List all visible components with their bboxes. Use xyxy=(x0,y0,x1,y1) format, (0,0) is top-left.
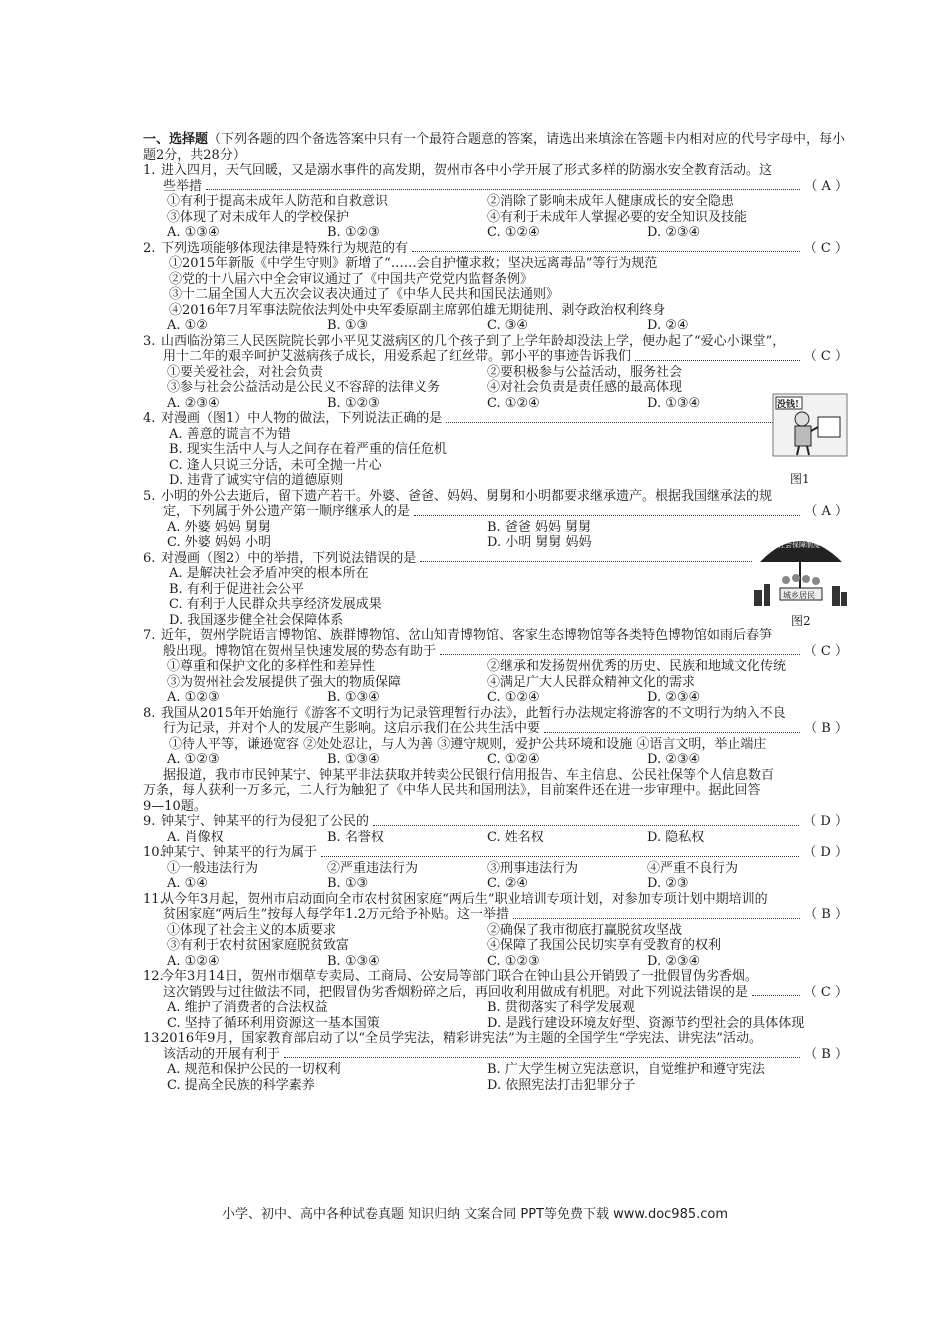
option: B. ①③④ xyxy=(327,752,380,767)
question-stem-text: 该活动的开展有利于 xyxy=(163,1046,281,1062)
figure-1 xyxy=(772,393,848,457)
section-instructions: （下列各题的四个备选答案中只有一个最符合题意的答案，请选出来填涂在答题卡内相对应的代号字母中，每小题2分，共28分） xyxy=(143,132,846,163)
question-stem-text: 今年3月14日，贺州市烟草专卖局、工商局、公安局等部门联合在钟山县公开销毁了一批假冒伪劣香烟。 xyxy=(161,969,758,984)
option: C. 提高全民族的科学素养 xyxy=(167,1077,315,1093)
answer-mark: （ D ） xyxy=(803,814,848,829)
answer-leader xyxy=(440,654,800,655)
statement: ③为贺州社会发展提供了强大的物质保障 xyxy=(167,674,402,690)
option: B. ①③ xyxy=(327,318,369,333)
answer-mark: （ C ） xyxy=(803,643,848,659)
question-number: 1. xyxy=(143,163,156,178)
question-stem-line xyxy=(143,706,848,722)
option: D. ②③④ xyxy=(647,690,701,705)
question-stem-text: 从今年3月起，贺州市启动面向全市农村贫困家庭“两后生”职业培训专项计划，对参加专项计划中期培训的 xyxy=(161,891,768,907)
question xyxy=(143,892,848,970)
option: C. 坚持了循环利用资源这一基本国策 xyxy=(167,1015,380,1031)
statement: ④有利于未成年人掌握必要的安全知识及技能 xyxy=(487,209,748,225)
question-stem-line xyxy=(143,551,848,567)
question-stem-line xyxy=(143,985,848,1001)
options-row xyxy=(143,876,848,892)
option: D. ②③④ xyxy=(647,225,701,240)
statement-row xyxy=(143,659,848,675)
statement: ④保障了我国公民切实享有受教育的权利 xyxy=(487,938,722,953)
option: C. ①②④ xyxy=(487,752,540,767)
option: D. ②③④ xyxy=(647,953,701,969)
statement: ④2016年7月军事法院依法判处中央军委原副主席郭伯雄无期徒刑、剥夺政治权利终身 xyxy=(169,302,666,318)
option: B. ①③④ xyxy=(327,690,380,705)
statement-row xyxy=(143,210,848,226)
option: C. 姓名权 xyxy=(487,829,544,845)
statement: ③体现了对未成年人的学校保护 xyxy=(167,209,350,225)
answer-leader xyxy=(635,360,800,361)
option: B. 爸爸 妈妈 舅舅 xyxy=(487,519,592,535)
options-row xyxy=(143,318,848,334)
answer-mark: （ A ） xyxy=(804,504,848,519)
statement: ②消除了影响未成年人健康成长的安全隐患 xyxy=(487,194,735,209)
question-stem-line xyxy=(143,644,848,660)
options-row xyxy=(143,954,848,970)
question-number: 11. xyxy=(143,891,164,907)
option: B. 广大学生树立宪法意识，自觉维护和遵守宪法 xyxy=(487,1062,765,1077)
question xyxy=(143,1031,848,1093)
options-row xyxy=(143,752,848,768)
option: C. 外婆 妈妈 小明 xyxy=(167,535,272,550)
question-stem-line xyxy=(143,241,848,257)
answer-mark: （ A ） xyxy=(804,178,848,194)
question-stem-text: 钟某宁、钟某平的行为侵犯了公民的 xyxy=(161,814,370,829)
question-number: 13. xyxy=(143,1031,164,1046)
question-stem-text: 这次销毁与过往做法不同，把假冒伪劣香烟粉碎之后，再回收利用做成有机肥。对此下列说法错误的是 xyxy=(163,984,749,1000)
statement: ④对社会负责是责任感的最高体现 xyxy=(487,380,683,395)
options-row xyxy=(143,1016,848,1032)
option: A. ①④ xyxy=(167,876,208,891)
statement: ③十二届全国人大五次会议表决通过了《中华人民共和国民法通则》 xyxy=(169,287,560,302)
question-stem-text: 山西临汾第三人民医院院长郭小平见艾滋病区的几个孩子到了上学年龄却没法上学，便办起了“爱心小课堂”， xyxy=(161,333,786,349)
options-row xyxy=(143,520,848,536)
question-stem-text: 贫困家庭“两后生”按每人每学年1.2万元给予补贴。这一举措 xyxy=(163,907,509,922)
options-row xyxy=(143,1078,848,1094)
question xyxy=(143,163,848,241)
question-stem-text: 小明的外公去逝后，留下遗产若干。外婆、爸爸、妈妈、舅舅和小明都要求继承遗产。根据我国继承法的规 xyxy=(161,488,773,504)
question-number: 12. xyxy=(143,969,164,984)
option: A. ①②④ xyxy=(167,953,220,969)
question-stem-text: 用十二年的艰辛呵护艾滋病孩子成长，用爱系起了红丝带。郭小平的事迹告诉我们 xyxy=(163,349,632,364)
answer-leader xyxy=(284,1057,800,1058)
question-list-b xyxy=(143,814,848,1093)
statement: ②确保了我市彻底打赢脱贫攻坚战 xyxy=(487,922,683,938)
option: D. 依照宪法打击犯罪分子 xyxy=(487,1077,636,1093)
question-stem-line xyxy=(143,411,848,427)
answer-leader xyxy=(373,825,799,826)
question xyxy=(143,241,848,334)
question-stem-line xyxy=(143,1031,848,1047)
statement: ③刑事违法行为 xyxy=(487,860,579,876)
option: A. 维护了消费者的合法权益 xyxy=(167,1000,328,1015)
option: C. ②④ xyxy=(487,876,529,891)
options-row xyxy=(143,1062,848,1078)
options-row xyxy=(143,1000,848,1016)
options-row xyxy=(143,396,848,412)
statement: ①待人平等，谦逊宽容 ②处处忍让，与人为善 ③遵守规则，爱护公共环境和设施 ④语言文明，举止端庄 xyxy=(169,736,767,752)
options-row xyxy=(143,690,848,706)
question-number: 8. xyxy=(143,705,156,721)
question-stem-line xyxy=(143,628,848,644)
options-row xyxy=(143,225,848,241)
question-number: 7. xyxy=(143,628,156,643)
question-stem-line xyxy=(143,892,848,908)
answer-mark: （ B ） xyxy=(804,721,848,736)
question xyxy=(143,334,848,412)
question-stem-text: 进入四月，天气回暖，又是溺水事件的高发期，贺州市各中小学开展了形式多样的防溺水安全教育活动。这 xyxy=(161,163,773,178)
question xyxy=(143,411,848,489)
statement-row xyxy=(143,380,848,396)
question xyxy=(143,845,848,892)
question-number: 4. xyxy=(143,411,156,426)
option: A. 肖像权 xyxy=(167,829,224,845)
option: D. ①③④ xyxy=(647,395,701,411)
question-stem-line xyxy=(143,814,848,830)
statement: ④严重不良行为 xyxy=(647,860,739,876)
question-stem-line xyxy=(143,334,848,350)
answer-leader xyxy=(206,189,800,190)
option: C. ①②④ xyxy=(487,395,540,411)
question-stem-line xyxy=(143,504,848,520)
question-stem-line xyxy=(143,1047,848,1063)
question-stem-line xyxy=(143,907,848,923)
figure-2-caption: 图2 xyxy=(791,614,811,628)
question xyxy=(143,628,848,706)
option: A. 规范和保护公民的一切权利 xyxy=(167,1062,341,1077)
figure-1-caption: 图1 xyxy=(790,472,810,486)
question-stem-text: 对漫画（图1）中人物的做法，下列说法正确的是 xyxy=(161,411,443,426)
material-line: 9—10题。 xyxy=(143,798,207,814)
question-stem-line xyxy=(143,179,848,195)
answer-leader xyxy=(752,995,800,996)
answer-mark: （ C ） xyxy=(803,240,848,256)
option: A. ①②③ xyxy=(167,752,220,767)
statement-row xyxy=(143,365,848,381)
question-stem-text: 我国从2015年开始施行《游客不文明行为记录管理暂行办法》，此暂行办法规定将游客的不文明行为纳入不良 xyxy=(161,705,786,721)
question xyxy=(143,551,848,629)
statement: ①一般违法行为 xyxy=(167,860,259,876)
statement: ③参与社会公益活动是公民义不容辞的法律义务 xyxy=(167,380,441,395)
option: C. ①②④ xyxy=(487,690,540,705)
figure-2-umbrella-label: 社会保障制度 xyxy=(778,541,820,549)
answer-mark: （ C ） xyxy=(803,984,848,1000)
statement: ①体现了社会主义的本质要求 xyxy=(167,922,337,938)
question-stem-text: 近年，贺州学院语言博物馆、族群博物馆、岔山知青博物馆、客家生态博物馆等各类特色博物馆如雨后春笋 xyxy=(161,628,773,643)
answer-mark: （ C ） xyxy=(803,349,848,364)
footer: 小学、初中、高中各种试卷真题 知识归纳 文案合同 PPT等免费下载 www.doc985.com xyxy=(221,1207,729,1222)
figure-2-people-label: 城乡居民 xyxy=(783,591,815,600)
question-number: 5. xyxy=(143,488,156,504)
options-row xyxy=(143,830,848,846)
statement: ④满足广大人民群众精神文化的需求 xyxy=(487,674,696,690)
material-line: 万条，每人获利一万多元，二人行为触犯了《中华人民共和国刑法》，目前案件还在进一步审理中。据此回答 xyxy=(143,783,761,798)
option: D. 隐私权 xyxy=(647,829,705,845)
answer-leader xyxy=(412,251,800,252)
statement: ②严重违法行为 xyxy=(327,860,419,876)
option: B. 名誉权 xyxy=(327,829,384,845)
option: D. ②③ xyxy=(647,876,689,891)
question-number: 9. xyxy=(143,814,156,829)
option: B. ①②③ xyxy=(327,395,380,411)
option: D. ②④ xyxy=(647,318,689,333)
option: B. 贯彻落实了科学发展观 xyxy=(487,1000,635,1015)
section-title xyxy=(143,132,848,163)
option: C. 有利于人民群众共享经济发展成果 xyxy=(169,597,382,612)
answer-leader xyxy=(414,515,800,516)
statement-row xyxy=(143,938,848,954)
question-stem-line xyxy=(143,721,848,737)
question-number: 2. xyxy=(143,240,156,256)
option: A. ②③④ xyxy=(167,395,220,411)
statement: ③有利于农村贫困家庭脱贫致富 xyxy=(167,938,350,953)
statement-row xyxy=(143,923,848,939)
question-stem-text: 下列选项能够体现法律是特殊行为规范的有 xyxy=(161,240,409,256)
question xyxy=(143,814,848,845)
option: A. 外婆 妈妈 舅舅 xyxy=(167,519,271,535)
option: B. 现实生活中人与人之间存在着严重的信任危机 xyxy=(169,442,447,457)
statement: ①有利于提高未成年人防范和自救意识 xyxy=(167,194,389,209)
option: B. ①③④ xyxy=(327,953,380,969)
answer-leader xyxy=(544,732,800,733)
option: C. 逢人只说三分话，未可全抛一片心 xyxy=(169,457,382,473)
option: D. ②③④ xyxy=(647,752,701,767)
answer-mark: （ B ） xyxy=(804,1046,848,1062)
question-stem-text: 2016年9月，国家教育部启动了以“全员学宪法，精彩讲宪法”为主题的全国学生“学宪法、讲宪法”活动。 xyxy=(161,1031,762,1046)
question-stem-line xyxy=(143,163,848,179)
answer-mark: （ B ） xyxy=(804,907,848,922)
question-list-a xyxy=(143,163,848,768)
statement-row xyxy=(143,194,848,210)
question xyxy=(143,969,848,1031)
question-stem-line xyxy=(143,845,848,861)
option: A. 善意的谎言不为错 xyxy=(169,426,291,442)
question-number: 10. xyxy=(143,845,164,860)
answer-leader xyxy=(420,561,800,562)
exam-content xyxy=(143,132,848,1093)
option: B. ①③ xyxy=(327,876,369,891)
statement-row xyxy=(143,861,848,877)
question xyxy=(143,706,848,768)
answer-mark: （ D ） xyxy=(803,845,848,860)
question-stem-line xyxy=(143,969,848,985)
question-stem-text: 钟某宁、钟某平的行为属于 xyxy=(161,845,318,860)
question-stem-text: 行为记录，并对个人的发展产生影响。这启示我们在公共生活中要 xyxy=(163,721,541,736)
option: A. ①②③ xyxy=(167,690,220,705)
answer-leader xyxy=(321,856,799,857)
question-number: 6. xyxy=(143,550,156,566)
option: D. 我国逐步健全社会保障体系 xyxy=(169,612,344,628)
question-stem-text: 般出现。博物馆在贺州呈快速发展的势态有助于 xyxy=(163,643,437,659)
option: B. 有利于促进社会公平 xyxy=(169,581,304,597)
option: C. ①②③ xyxy=(487,953,540,969)
option: A. ①② xyxy=(167,318,208,333)
statement: ②继承和发扬贺州优秀的历史、民族和地域文化传统 xyxy=(487,659,787,674)
option: D. 是践行建设环境友好型、资源节约型社会的具体体现 xyxy=(487,1015,805,1031)
statement: ②党的十八届六中全会审议通过了《中国共产党党内监督条例》 xyxy=(169,271,534,287)
question-stem-line xyxy=(143,349,848,365)
statement: ①尊重和保护文化的多样性和差异性 xyxy=(167,659,376,674)
question-number: 3. xyxy=(143,333,156,349)
question xyxy=(143,489,848,551)
question-stem-line xyxy=(143,489,848,505)
option: A. ①③④ xyxy=(167,225,220,240)
option: C. ①②④ xyxy=(487,225,540,240)
section-heading: 一、选择题 xyxy=(143,132,209,147)
answer-leader xyxy=(513,918,800,919)
option: D. 违背了诚实守信的道德原则 xyxy=(169,473,344,488)
question-stem-text: 对漫画（图2）中的举措，下列说法错误的是 xyxy=(161,550,417,566)
statement: ①2015年新版《中学生守则》新增了“……会自护懂求救；坚决远离毒品”等行为规范 xyxy=(169,256,658,271)
question-stem-text: 定，下列属于外公遗产第一顺序继承人的是 xyxy=(163,504,411,519)
answer-leader xyxy=(446,422,799,423)
option: A. 是解决社会矛盾冲突的根本所在 xyxy=(169,566,369,581)
options-row xyxy=(143,535,848,551)
option: D. 小明 舅舅 妈妈 xyxy=(487,535,592,550)
statement: ①要关爱社会，对社会负责 xyxy=(167,364,324,380)
question-stem-text: 些举措 xyxy=(163,178,203,194)
material-line: 据报道，我市市民钟某宁、钟某平非法获取并转卖公民银行信用报告、车主信息、公民社保等个人信息数百 xyxy=(163,767,775,783)
option: C. ③④ xyxy=(487,318,529,333)
figure-2 xyxy=(752,528,848,610)
statement: ②要积极参与公益活动，服务社会 xyxy=(487,364,683,380)
figure-1-bubble: 没钱! xyxy=(777,400,799,410)
statement-row xyxy=(143,675,848,691)
material-9-10 xyxy=(143,768,848,815)
option: B. ①②③ xyxy=(327,225,380,240)
